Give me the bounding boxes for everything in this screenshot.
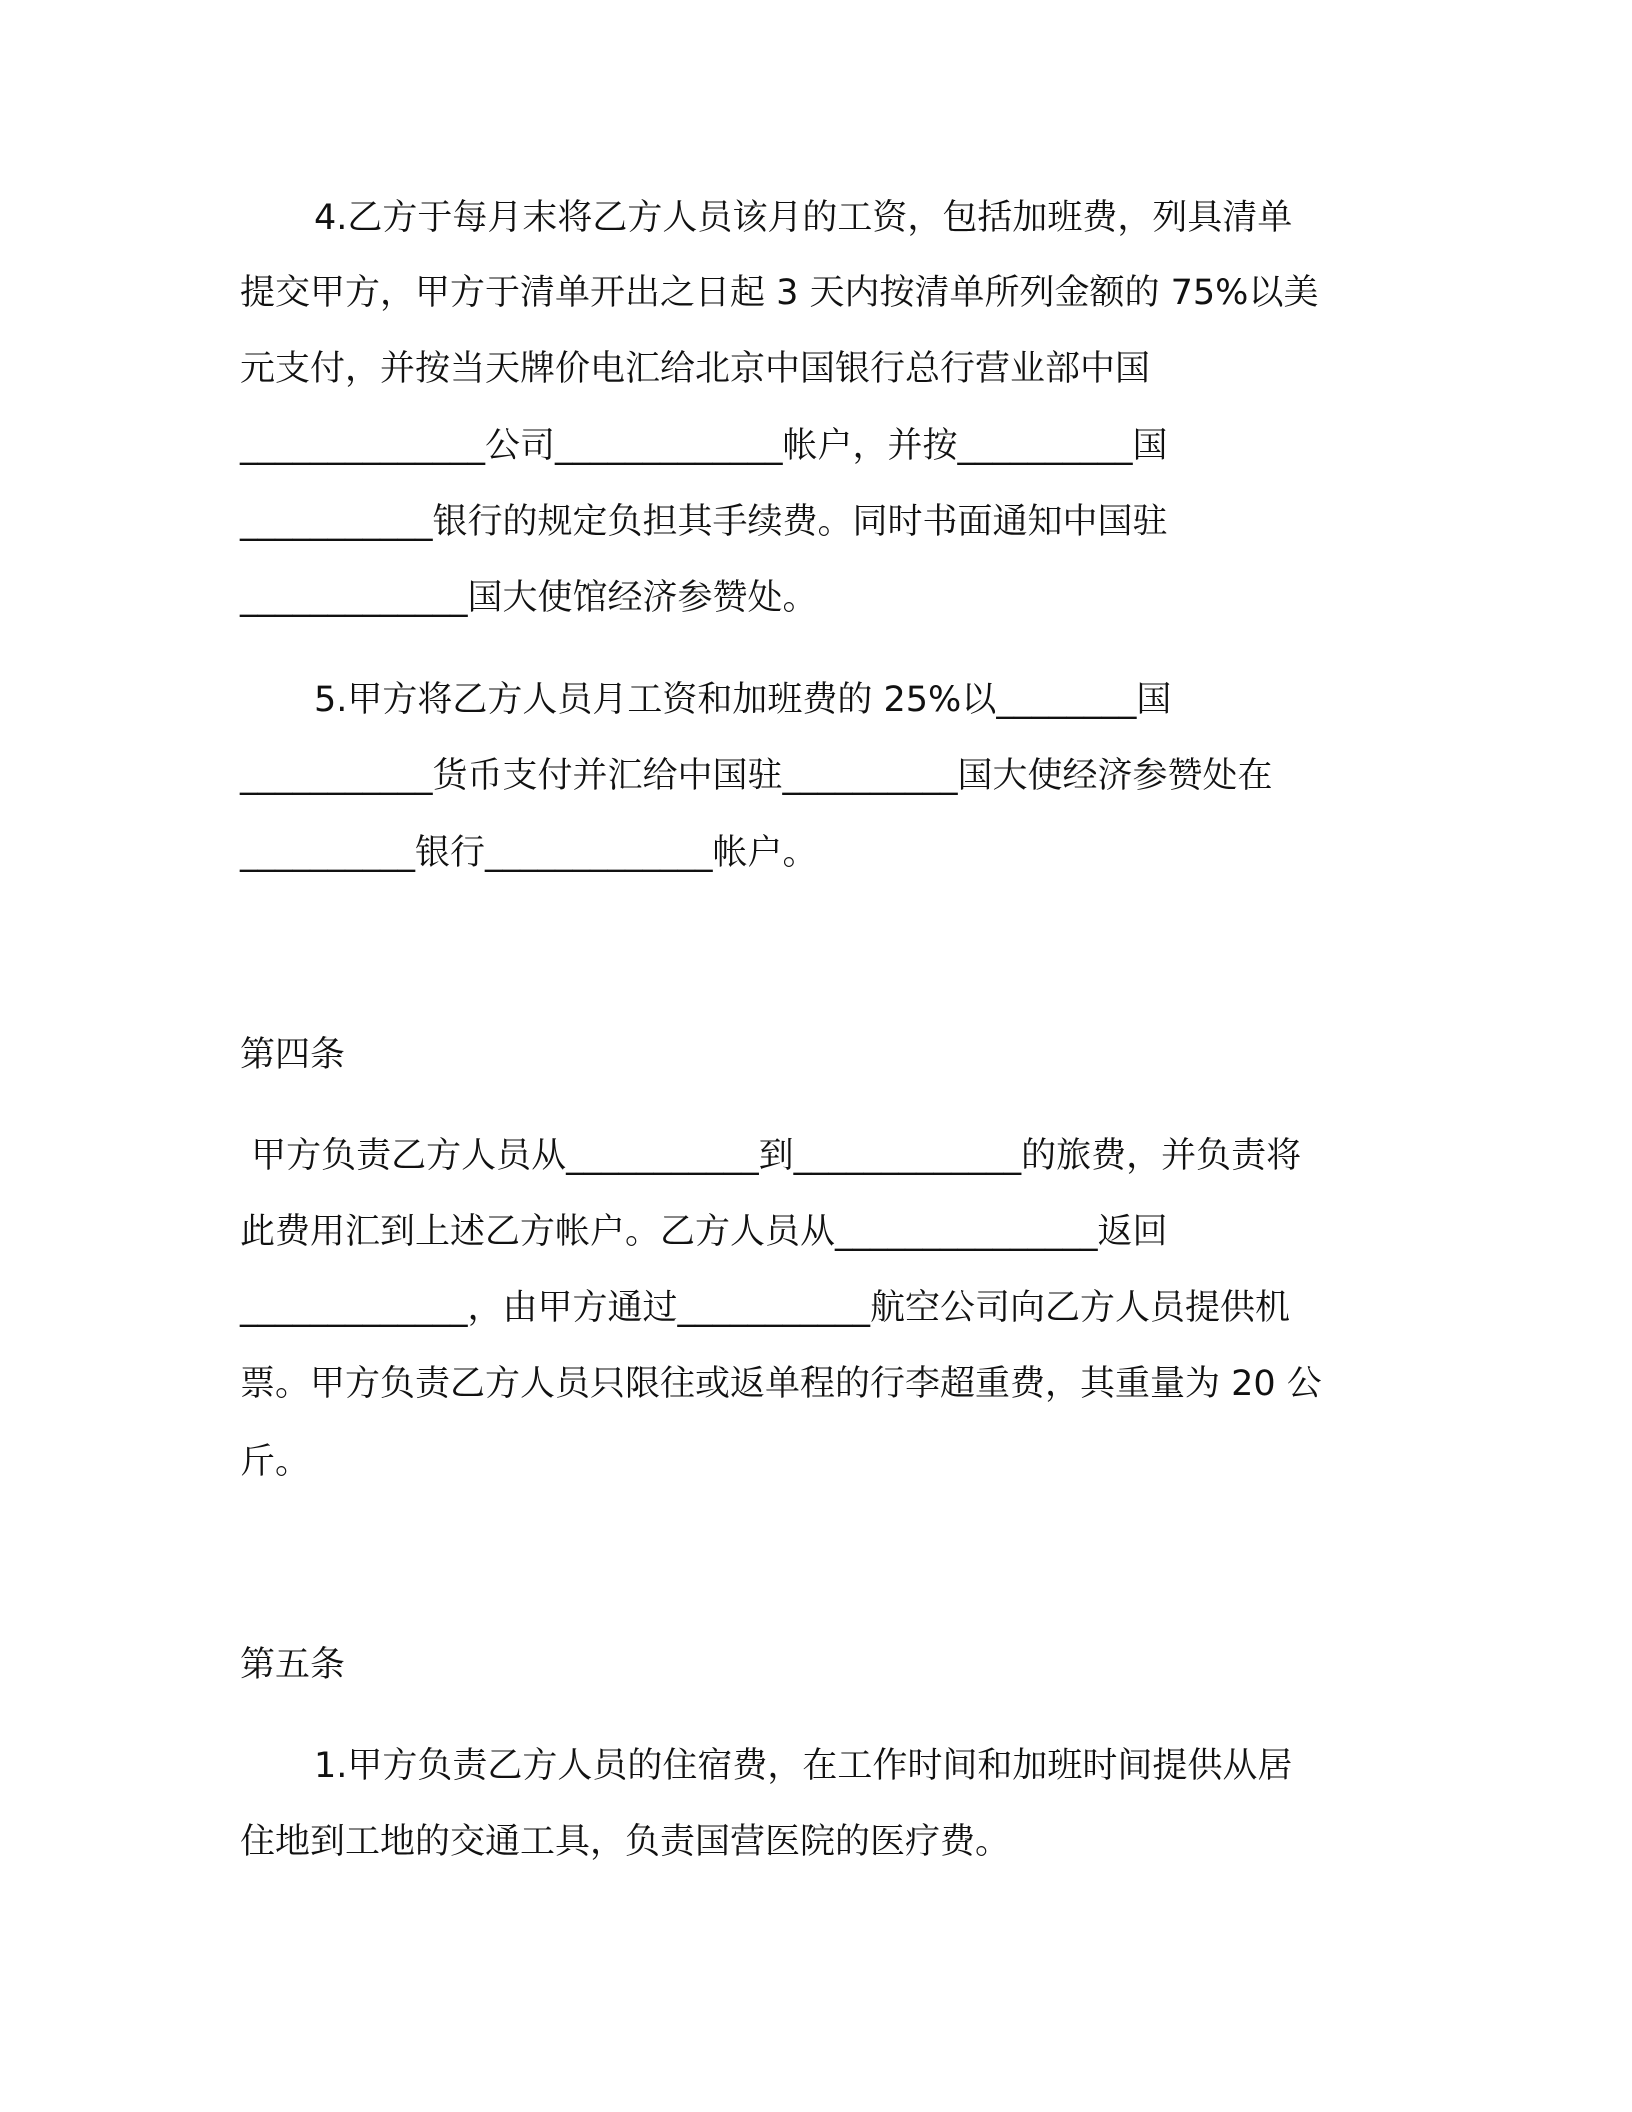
paragraph-line: ___________银行的规定负担其手续费。同时书面通知中国驻 — [240, 502, 1168, 542]
paragraph-line: _____________，由甲方通过___________航空公司向乙方人员提供机 — [240, 1288, 1291, 1328]
paragraph-line: 元支付，并按当天牌价电汇给北京中国银行总行营业部中国 — [240, 349, 1151, 389]
paragraph-line: __________银行_____________帐户。 — [240, 833, 818, 873]
clause4-heading: 第四条 — [240, 1035, 346, 1075]
paragraph-line: 5.甲方将乙方人员月工资和加班费的 25%以________国 — [314, 680, 1172, 720]
paragraph-line: 1.甲方负责乙方人员的住宿费，在工作时间和加班时间提供从居 — [314, 1746, 1293, 1786]
clause5-heading: 第五条 — [240, 1645, 346, 1685]
paragraph-line: 此费用汇到上述乙方帐户。乙方人员从_______________返回 — [240, 1212, 1168, 1252]
paragraph-line: 票。甲方负责乙方人员只限往或返单程的行李超重费，其重量为 20 公 — [240, 1364, 1322, 1404]
paragraph-line: 斤。 — [240, 1442, 311, 1482]
paragraph-line: 4.乙方于每月末将乙方人员该月的工资，包括加班费，列具清单 — [314, 198, 1293, 238]
paragraph-line: ___________货币支付并汇给中国驻__________国大使经济参赞处在 — [240, 756, 1273, 796]
paragraph-line: 提交甲方，甲方于清单开出之日起 3 天内按清单所列金额的 75%以美 — [240, 273, 1319, 313]
paragraph-line: _____________国大使馆经济参赞处。 — [240, 578, 818, 618]
paragraph-line: ______________公司_____________帐户，并按__________国 — [240, 426, 1168, 466]
paragraph-line: 住地到工地的交通工具，负责国营医院的医疗费。 — [240, 1822, 1011, 1862]
paragraph-line: 甲方负责乙方人员从___________到_____________的旅费，并负责将 — [240, 1136, 1302, 1176]
